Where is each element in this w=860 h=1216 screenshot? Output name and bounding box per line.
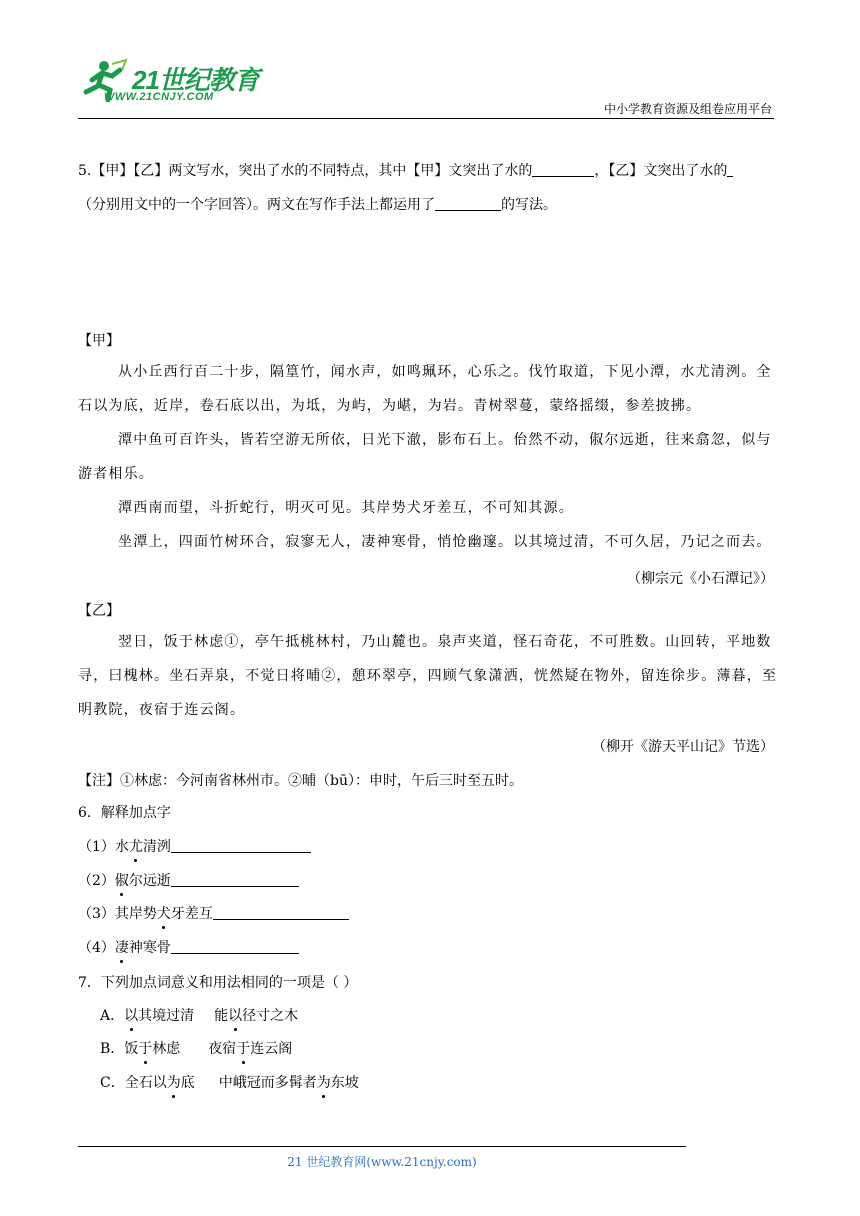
q7-dotted-char: 为 — [166, 1075, 181, 1091]
q6-dotted-char: 凄 — [114, 940, 129, 956]
jia-paragraph-2: 潭中鱼可百许头，皆若空游无所依，日光下澈，影布石上。佁然不动，俶尔远逝，往来翕忽，似与游者相乐。 — [78, 432, 772, 482]
q6-item-text: 清洌 — [142, 839, 171, 855]
q7-dotted-char: 以 — [124, 1008, 139, 1024]
option-sentence: 东坡 — [330, 1075, 359, 1091]
q7-dotted-char: 于 — [236, 1041, 251, 1057]
passage-yi-label: 【乙】 — [78, 603, 120, 619]
jia-paragraph-4: 坐潭上，四面竹树环合，寂寥无人，凄神寒骨，悄怆幽邃。以其境过清，不可久居，乃记之而去。 — [118, 534, 772, 550]
option-sentence: 饭 — [124, 1041, 139, 1057]
option-sentence: 其境过清 — [138, 1008, 195, 1024]
question-7-title: 7．下列加点词意义和用法相同的一项是（ ） — [78, 975, 358, 991]
q6-item-2 — [78, 870, 299, 890]
footer-link[interactable]: 21 世纪教育网(www.21cnjy.com) — [287, 1155, 477, 1169]
option-label: C． — [100, 1075, 125, 1091]
question-5-line-2 — [78, 194, 557, 214]
q5-blank-2[interactable] — [727, 162, 733, 177]
option-sentence: 夜宿 — [208, 1041, 237, 1057]
q7-dotted-char: 以 — [228, 1008, 243, 1024]
q6-item-text: 水 — [114, 839, 129, 855]
q6-item-number: （4） — [78, 940, 115, 956]
passage-yi — [78, 625, 778, 727]
q5-blank-3[interactable] — [435, 196, 501, 211]
q6-item-text: 其岸势 — [114, 906, 157, 922]
q6-item-number: （2） — [78, 873, 115, 889]
q6-item-text: 神寒骨 — [128, 940, 171, 956]
q6-item-text: 牙差互 — [170, 906, 213, 922]
q6-answer-blank-3[interactable] — [213, 905, 349, 920]
q6-dotted-char: 尤 — [128, 839, 143, 855]
header-tagline: 中小学教育资源及组卷应用平台 — [603, 102, 772, 116]
footer-divider — [78, 1146, 686, 1147]
q5-text-3: （分别用文中的一个字回答）。两文在写作手法上都运用了 — [78, 197, 435, 213]
q7-option-c[interactable] — [100, 1072, 359, 1092]
yi-source: （柳开《游天平山记》节选） — [592, 739, 774, 755]
q7-dotted-char: 于 — [138, 1041, 153, 1057]
option-sentence: 全石以 — [124, 1075, 167, 1091]
option-label: A． — [100, 1008, 125, 1024]
header-divider — [78, 118, 774, 119]
option-sentence: 林虑 — [152, 1041, 181, 1057]
question-5-line-1 — [78, 160, 733, 180]
option-sentence: 中峨冠而多髯者 — [218, 1075, 317, 1091]
q7-option-a[interactable] — [100, 1005, 298, 1025]
option-label: B． — [100, 1041, 125, 1057]
site-logo — [82, 58, 262, 110]
q6-item-4 — [78, 937, 299, 957]
option-sentence: 能 — [214, 1008, 229, 1024]
option-sentence: 径寸之木 — [242, 1008, 299, 1024]
jia-paragraph-3: 潭西南而望，斗折蛇行，明灭可见。其岸势犬牙差互，不可知其源。 — [118, 500, 574, 516]
q6-dotted-char: 俶 — [114, 873, 129, 889]
q6-dotted-char: 犬 — [156, 906, 171, 922]
q6-answer-blank-4[interactable] — [171, 939, 299, 954]
q6-item-text: 尔远逝 — [128, 873, 171, 889]
q6-answer-blank-2[interactable] — [171, 872, 299, 887]
q5-text-2: ，【乙】文突出了水的 — [594, 163, 728, 179]
q6-item-3 — [78, 903, 349, 923]
q5-text-4: 的写法。 — [501, 197, 557, 213]
q6-item-1 — [78, 836, 311, 856]
q6-item-number: （3） — [78, 906, 115, 922]
logo-title: 21世纪教育 — [132, 65, 259, 95]
annotation-note: 【注】①林虑：今河南省林州市。②晡（bū）：申时，午后三时至五时。 — [78, 773, 523, 789]
option-sentence: 底 — [180, 1075, 195, 1091]
q7-option-b[interactable] — [100, 1038, 292, 1058]
q7-dotted-char: 为 — [316, 1075, 331, 1091]
q5-text-1: 5.【甲】【乙】两文写水，突出了水的不同特点，其中【甲】文突出了水的 — [78, 163, 533, 179]
jia-paragraph-1: 从小丘西行百二十步，隔篁竹，闻水声，如鸣珮环，心乐之。伐竹取道，下见小潭，水尤清洌。全石以为底，近岸，卷石底以出，为坻，为屿，为嵁，为岩。青树翠蔓，蒙络摇缀，参差披拂。 — [78, 364, 772, 414]
q6-answer-blank-1[interactable] — [171, 838, 311, 853]
passage-jia-label: 【甲】 — [78, 333, 120, 349]
q5-blank-1[interactable] — [532, 162, 594, 177]
yi-paragraph-1: 翌日，饭于林虑①，亭午抵桃林村，乃山麓也。泉声夹道，怪石奇花，不可胜数。山回转，平地数寻，曰槐林。坐石弄泉，不觉日将晡②，憩环翠亭，四顾气象潇洒，恍然疑在物外，留连徐步。薄暮，至明教院，夜宿于连云阁。 — [78, 634, 778, 718]
jia-source: （柳宗元《小石潭记》） — [627, 571, 774, 587]
passage-jia — [78, 355, 778, 559]
option-sentence: 连云阁 — [250, 1041, 293, 1057]
question-6-title: 6．解释加点字 — [78, 805, 171, 821]
logo-url: WWW.21CNJY.COM — [104, 91, 214, 103]
q6-item-number: （1） — [78, 839, 115, 855]
